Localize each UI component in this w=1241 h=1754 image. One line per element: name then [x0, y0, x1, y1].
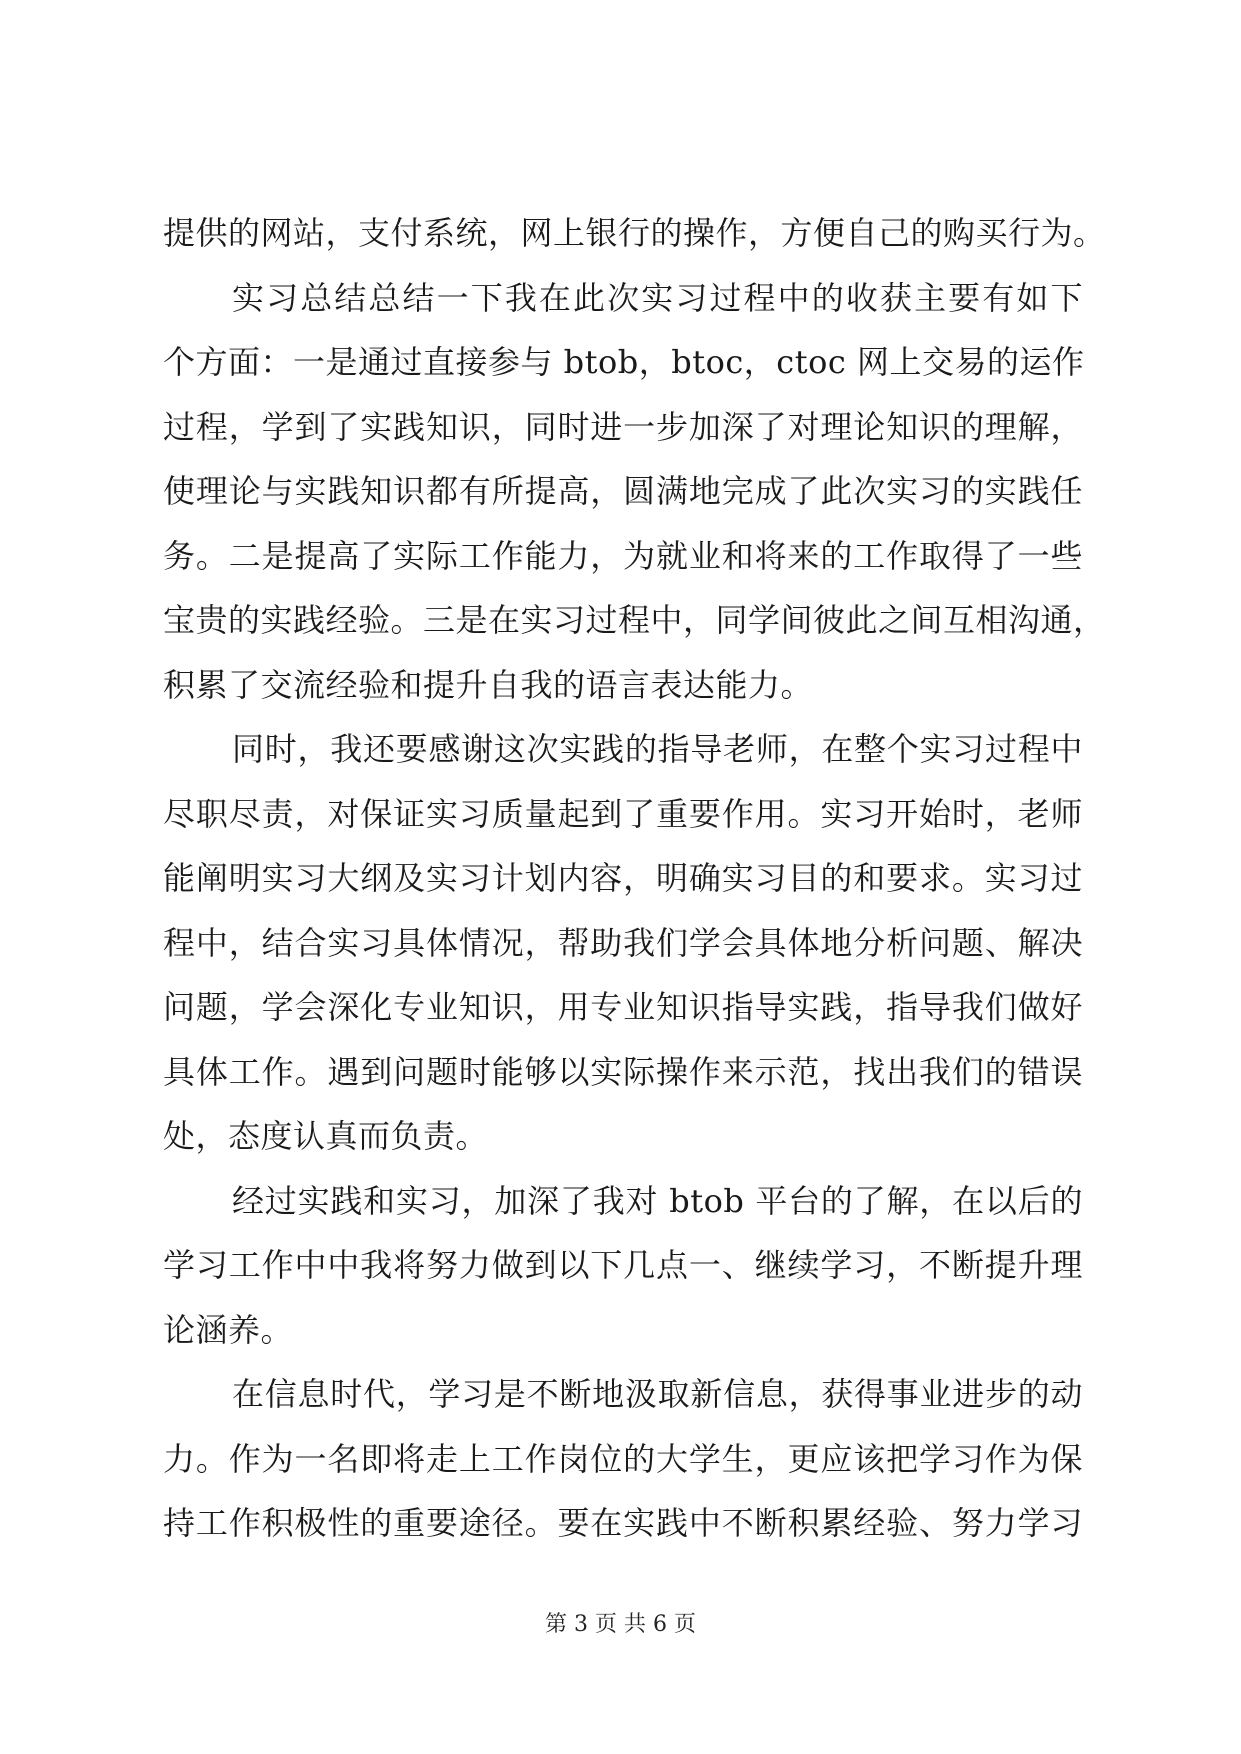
text-line: 积累了交流经验和提升自我的语言表达能力。 [163, 665, 814, 704]
text-line: 力。作为一名即将走上工作岗位的大学生，更应该把学习作为保 [163, 1439, 1083, 1478]
text-line: 学习工作中中我将努力做到以下几点一、继续学习，不断提升理 [163, 1246, 1083, 1284]
text-line: 能阐明实习大纲及实习计划内容，明确实习目的和要求。实习过 [163, 859, 1083, 897]
text-line: 程中，结合实习具体情况，帮助我们学会具体地分析问题、解决 [163, 923, 1083, 962]
text-line: 过程，学到了实践知识，同时进一步加深了对理论知识的理解， [163, 407, 1083, 446]
text-line: 提供的网站，支付系统，网上银行的操作，方便自己的购买行为。 [163, 214, 1106, 252]
text-line: 尽职尽责，对保证实习质量起到了重要作用。实习开始时，老师 [163, 794, 1083, 833]
text-line: 具体工作。遇到问题时能够以实际操作来示范，找出我们的错误 [163, 1052, 1083, 1091]
text-line: 实习总结总结一下我在此次实习过程中的收获主要有如下 [232, 278, 1083, 317]
text-line: 处，态度认真而负责。 [163, 1117, 489, 1155]
document-body [163, 201, 1106, 1556]
text-line: 问题，学会深化专业知识，用专业知识指导实践，指导我们做好 [163, 988, 1083, 1026]
text-line: 在信息时代，学习是不断地汲取新信息，获得事业进步的动 [232, 1375, 1083, 1413]
text-line: 同时，我还要感谢这次实践的指导老师，在整个实习过程中 [232, 730, 1083, 768]
text-line: 使理论与实践知识都有所提高，圆满地完成了此次实习的实践任 [163, 472, 1083, 510]
text-line: 论涵养。 [163, 1310, 294, 1349]
text-line: 宝贵的实践经验。三是在实习过程中，同学间彼此之间互相沟通， [163, 601, 1106, 639]
text-line: 持工作积极性的重要途径。要在实践中不断积累经验、努力学习 [163, 1504, 1083, 1542]
text-line: 个方面：一是通过直接参与 btob，btoc，ctoc 网上交易的运作 [163, 343, 1085, 381]
text-line: 经过实践和实习，加深了我对 btob 平台的了解，在以后的 [232, 1181, 1083, 1220]
text-line: 务。二是提高了实际工作能力，为就业和将来的工作取得了一些 [163, 536, 1083, 575]
page-number-footer: 第 3 页 共 6 页 [545, 1612, 696, 1637]
